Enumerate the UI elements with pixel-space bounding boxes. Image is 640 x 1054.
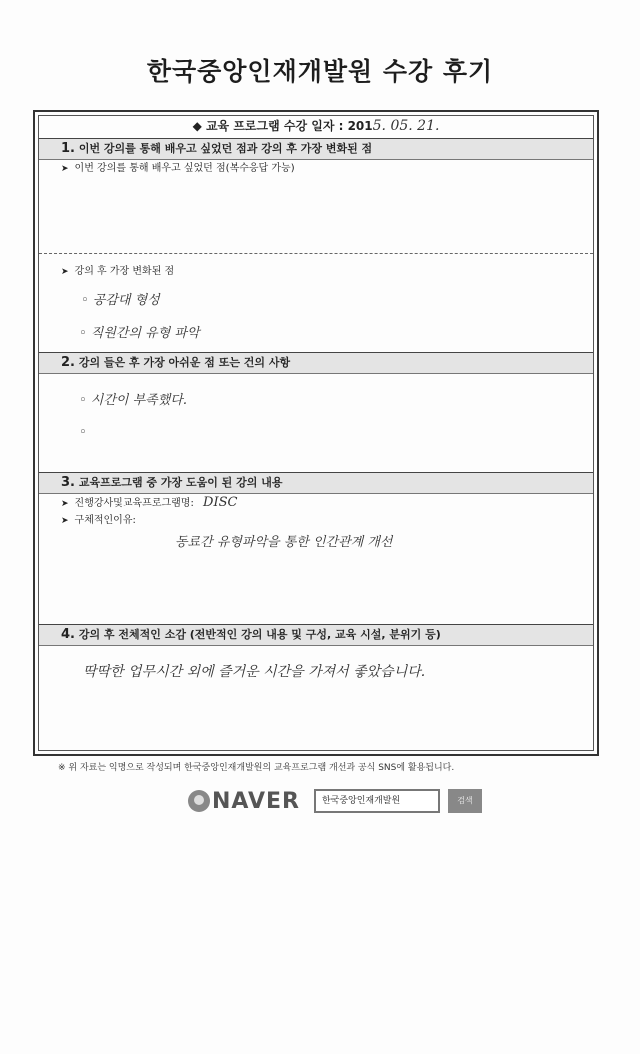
section-4-number: 4. [61,627,75,642]
document-title: 한국중앙인재개발원 수강 후기 [146,57,494,86]
course-date-handwritten: 5. 05. 21. [372,118,440,134]
course-date-line [39,116,593,138]
section-3 [39,472,593,627]
naver-search-banner [188,788,482,814]
section-3-heading [39,473,593,494]
section-1 [39,138,593,359]
course-date-label: ◆ 교육 프로그램 수강 일자 : 201 [192,119,373,133]
section-1-bullet-change-label: 강의 후 가장 변화된 점 [74,266,175,277]
section-1-answer-1: ◦ 공감대 형성 [81,293,160,308]
section-2-answer-1: ◦ 시간이 부족했다. [79,393,187,408]
section-3-title: 교육프로그램 중 가장 도움이 된 강의 내용 [78,476,283,489]
section-2 [39,352,593,475]
arrow-icon: ➤ [61,499,69,509]
section-1-bullet-learn [39,160,593,178]
section-3-bullet-instructor [39,494,593,512]
form-inner-border [38,115,594,751]
section-1-number: 1. [61,141,75,156]
privacy-footnote: ※ 위 자료는 익명으로 작성되며 한국중앙인재개발원의 교육프로그램 개선과 공식 SNS에 활용됩니다. [58,763,455,773]
arrow-icon: ➤ [61,267,69,277]
naver-search-button[interactable]: 검색 [448,789,482,813]
naver-logo-text: NAVER [212,788,300,814]
section-1-bullet-change [39,263,174,281]
section-3-answer-2: 동료간 유형파악을 통한 인간관계 개선 [175,535,393,550]
section-4 [39,624,593,755]
review-form [33,110,599,756]
section-1-bullet-learn-label: 이번 강의를 통해 배우고 싶었던 점(복수응답 가능) [74,163,295,174]
section-3-answer-1: DISC [203,495,238,510]
arrow-icon: ➤ [61,516,69,526]
section-4-heading [39,625,593,646]
naver-logo [188,789,300,814]
section-3-bullet-reason-label: 구체적인이유: [74,515,136,526]
section-2-title: 강의 들은 후 가장 아쉬운 점 또는 건의 사항 [78,356,291,369]
arrow-icon: ➤ [61,164,69,174]
section-3-bullet-instructor-label: 진행강사및교육프로그램명: [74,498,194,509]
section-3-number: 3. [61,475,75,490]
naver-search-input[interactable]: 한국중앙인재개발원 [314,789,440,813]
section-1-heading [39,139,593,160]
section-2-number: 2. [61,355,75,370]
section-4-answer: 딱딱한 업무시간 외에 즐거운 시간을 가져서 좋았습니다. [83,664,426,680]
section-4-title: 강의 후 전체적인 소감 (전반적인 강의 내용 및 구성, 교육 시설, 분위기 등) [78,628,441,641]
section-3-bullet-reason [39,512,593,530]
section-1-answer-2: ◦ 직원간의 유형 파악 [79,326,200,341]
naver-circle-icon [188,790,210,812]
dashed-divider [39,253,593,254]
section-2-heading [39,353,593,374]
section-2-answer-2: ◦ [79,425,87,440]
section-1-title: 이번 강의를 통해 배우고 싶었던 점과 강의 후 가장 변화된 점 [78,142,373,155]
